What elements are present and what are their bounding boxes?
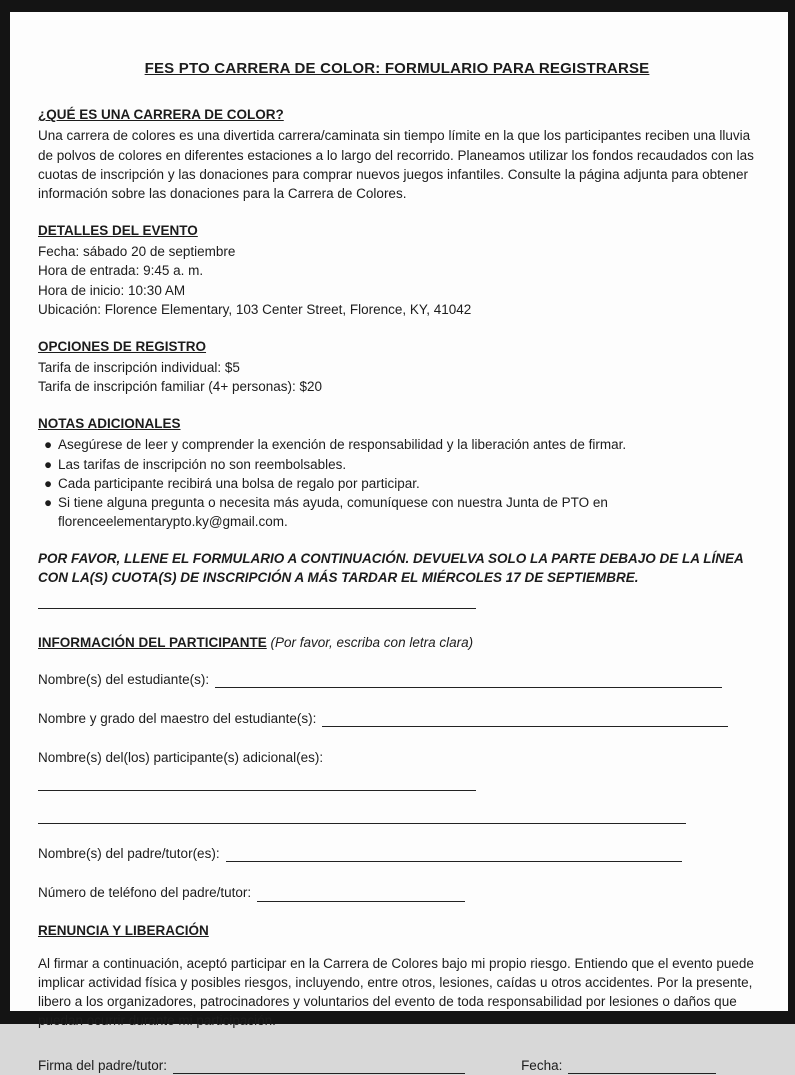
signature-row — [38, 1056, 756, 1075]
note-bullet-item — [38, 474, 756, 493]
section-waiver — [38, 921, 756, 1075]
bullet-icon: ● — [44, 437, 53, 453]
note-bullet-item — [38, 435, 756, 454]
section-participant-info — [38, 633, 756, 903]
note-text: Cada participante recibirá una bolsa de regalo por participar. — [58, 475, 420, 491]
scan-border-left — [0, 0, 10, 1024]
section-what-is — [38, 105, 756, 203]
section-heading-registration: OPCIONES DE REGISTRO — [38, 338, 207, 354]
teacher-name-label: Nombre y grado del maestro del estudiante(s): — [38, 710, 317, 726]
section-heading-participant-info: INFORMACIÓN DEL PARTICIPANTE — [38, 634, 267, 650]
teacher-name-row — [38, 709, 728, 728]
print-clearly-note: (Por favor, escriba con letra clara) — [270, 634, 474, 650]
event-checkin-line: Hora de entrada: 9:45 a. m. — [38, 263, 204, 279]
parent-phone-row — [38, 883, 756, 902]
parent-name-row — [38, 844, 682, 863]
student-name-field[interactable] — [215, 672, 722, 688]
cut-here-line — [38, 598, 476, 609]
return-instruction: POR FAVOR, LLENE EL FORMULARIO A CONTINUACIÓN. DEVUELVA SOLO LA PARTE DEBAJO DE LA LÍNEA CON LA(S) CUOTA(S) DE INSCRIPCIÓN A MÁS TARDAR EL MIÉRCOLES 17 DE SEPTIEMBRE. — [38, 551, 744, 586]
date-label: Fecha: — [521, 1058, 563, 1074]
waiver-paragraph: Al firmar a continuación, aceptó participar en la Carrera de Colores bajo mi propio riesgo. Entiendo que el evento puede implicar actividad física y posibles riesgos, incluyendo, entre otros, lesiones, caídas u otros accidentes. Por la presente, libero a los organizadores, patrocinadores y voluntarios del evento de toda responsabilidad por lesiones o daños que puedan ocurrir durante mi participación. — [38, 955, 754, 1029]
signature-label: Firma del padre/tutor: — [38, 1058, 168, 1074]
parent-name-field[interactable] — [226, 846, 682, 862]
fee-individual-line: Tarifa de inscripción individual: $5 — [38, 360, 240, 376]
event-location-line: Ubicación: Florence Elementary, 103 Center Street, Florence, KY, 41042 — [38, 301, 472, 317]
bullet-icon: ● — [44, 475, 53, 491]
additional-participants-row — [38, 748, 756, 767]
note-bullet-item — [38, 493, 756, 531]
note-bullet-item — [38, 455, 756, 474]
parent-phone-label: Número de teléfono del padre/tutor: — [38, 885, 252, 901]
signature-field[interactable] — [173, 1058, 465, 1074]
event-date-line: Fecha: sábado 20 de septiembre — [38, 244, 236, 260]
section-event-details — [38, 221, 756, 319]
fee-family-line: Tarifa de inscripción familiar (4+ personas): $20 — [38, 379, 323, 395]
section-registration-options — [38, 337, 756, 396]
bullet-icon: ● — [44, 494, 53, 510]
what-is-paragraph: Una carrera de colores es una divertida carrera/caminata sin tiempo límite en la que los participantes reciben una lluvia de polvos de colores en diferentes estaciones a lo largo del recorrido. Planeamos utilizar los fondos recaudados con las cuotas de inscripción y las donaciones para comprar nuevos juegos infantiles. Consulte la página adjunta para obtener información sobre las donaciones para la Carrera de Colores. — [38, 128, 754, 201]
section-heading-notes: NOTAS ADICIONALES — [38, 416, 181, 432]
teacher-name-field[interactable] — [322, 711, 728, 727]
parent-phone-field[interactable] — [257, 886, 465, 902]
event-start-line: Hora de inicio: 10:30 AM — [38, 282, 186, 298]
additional-participants-field-1[interactable] — [38, 775, 476, 791]
page-title: FES PTO CARRERA DE COLOR: FORMULARIO PARA REGISTRARSE — [144, 60, 650, 77]
additional-participants-field-2[interactable] — [38, 808, 686, 824]
section-additional-notes — [38, 414, 756, 531]
scan-border-right — [788, 0, 795, 1024]
note-text: Si tiene alguna pregunta o necesita más ayuda, comuníquese con nuestra Junta de PTO en florenceelementarypto.ky@gmail.com. — [58, 494, 608, 530]
form-content — [10, 12, 788, 1074]
parent-name-label: Nombre(s) del padre/tutor(es): — [38, 846, 220, 862]
student-name-label: Nombre(s) del estudiante(s): — [38, 671, 210, 687]
note-text: Asegúrese de leer y comprender la exención de responsabilidad y la liberación antes de firmar. — [58, 437, 627, 453]
date-field[interactable] — [568, 1058, 716, 1074]
section-heading-waiver: RENUNCIA Y LIBERACIÓN — [38, 922, 209, 938]
section-heading-what-is: ¿QUÉ ES UNA CARRERA DE COLOR? — [38, 107, 284, 123]
note-text: Las tarifas de inscripción no son reembolsables. — [58, 456, 347, 472]
scan-border-top — [0, 0, 795, 12]
section-heading-event-details: DETALLES DEL EVENTO — [38, 223, 198, 239]
bullet-icon: ● — [44, 456, 53, 472]
additional-participants-label: Nombre(s) del(los) participante(s) adicional(es): — [38, 750, 324, 766]
student-name-row — [38, 670, 722, 689]
